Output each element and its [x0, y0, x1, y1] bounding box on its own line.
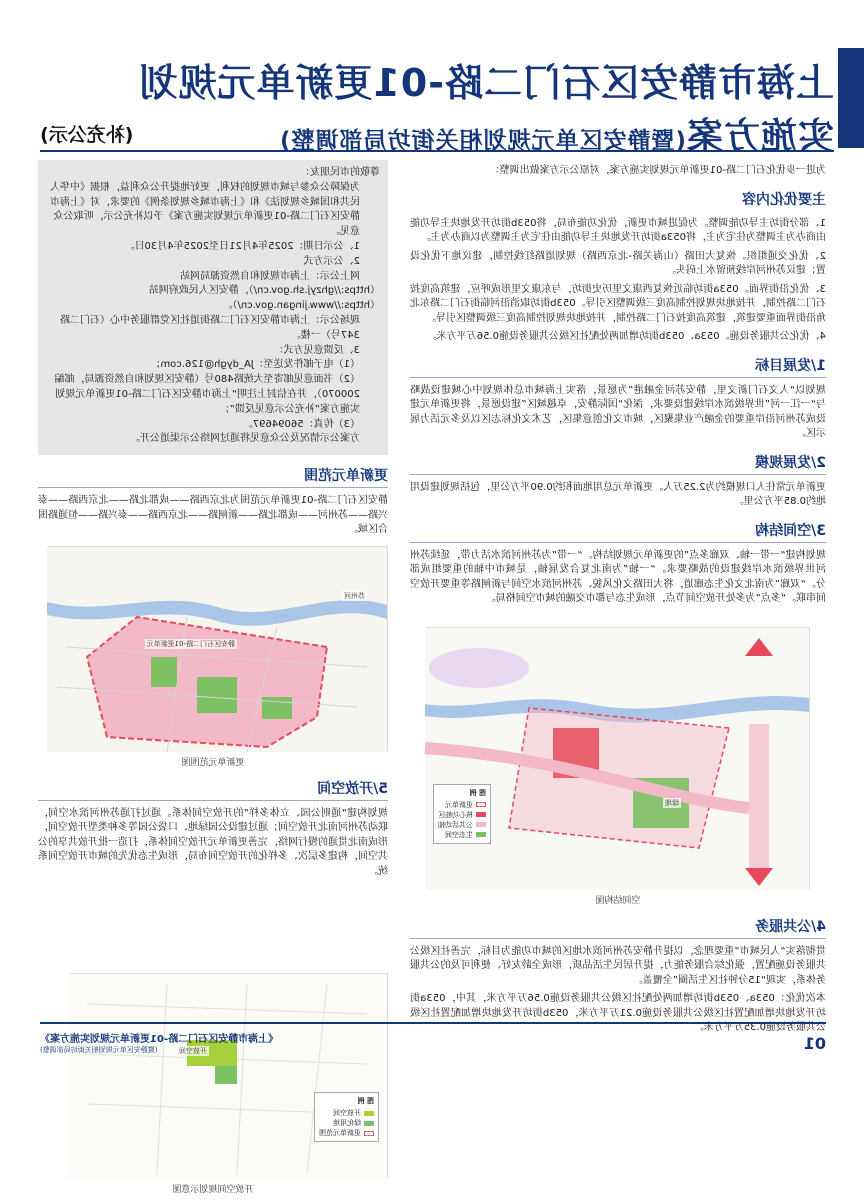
- open-space-map-label: 开放空间: [179, 1047, 207, 1056]
- notice-email[interactable]: （1）电子邮件发送至：JA_dygh@126.com；: [150, 359, 360, 371]
- structure-map-graphic: [425, 628, 809, 890]
- axis-band: [749, 724, 769, 874]
- open-legend-row-2: [319, 1118, 374, 1128]
- public-service-heading: 4/公共服务: [410, 916, 826, 939]
- notice-greeting: 尊敬的市民朋友：: [300, 167, 380, 178]
- notice-disclosure: 方案公示情况及公众意见将通过网络公示渠道公开。: [130, 433, 360, 445]
- optimization-item-3: 3、优化沿街界面。053a街坊临近恢复西康文里历史街坊，与东康文里形成呼应，建筑高度按石门二路控制，并按地块规划控制高度三级调整区引导。053b街坊取消沿河临街石门二路东北角沿街界面重要建筑，建筑高度按石门二路控制，并按地块规划控制高度三级调整区引导。: [410, 283, 826, 324]
- column-b: [410, 160, 826, 1040]
- open-space-text: 规划构建“通则公园、立体多样”的开放空间体系。通过打通苏州河滨水空间，联动苏州河南北开放空间；通过建设公园绿地、口袋公园等多种类型开放空间，形成南北贯通的慢行网络，完善更新单元开放空间体系，打造一批开放共享的公共空间，构建多层次、多样化的开放空间布局，形成生态优先的城市开放空间系统。: [38, 807, 388, 877]
- goal-heading: 1/发展目标: [410, 355, 826, 378]
- structure-heading: 3/空间结构: [410, 520, 826, 543]
- open-legend-row-1: [319, 1108, 374, 1118]
- green-block-1: [197, 677, 237, 713]
- header-divider: [40, 150, 834, 152]
- page-title: 上海市静安区石门二路-01更新单元规划: [138, 61, 834, 105]
- structure-legend-label-2: 核心功能区: [438, 810, 473, 819]
- notice-method-title: 2、公示方式: [303, 255, 360, 267]
- structure-map-caption: 空间结构图: [595, 895, 641, 906]
- scale-heading: 2/发展规模: [410, 452, 826, 475]
- footer-title: 《上海市静安区石门二路-01更新单元规划实施方案》: [40, 1034, 279, 1045]
- eco-space: [429, 648, 529, 688]
- page-number: 01: [803, 1034, 826, 1053]
- structure-green-label: 绿地: [665, 798, 679, 807]
- structure-legend-label-4: 生态空间: [445, 830, 473, 839]
- notice-url-2[interactable]: （https://www.jingan.gov.cn/）。: [222, 300, 380, 312]
- open-legend-label-1: 开放空间: [333, 1109, 361, 1118]
- structure-legend: [433, 784, 491, 844]
- notice-online: 网上公示：上海市规划和自然资源局网站: [180, 270, 360, 282]
- goal-text: 规划以“人文石门新文里，静安苏河金融港”为愿景，落实上海城市总体规划中心城建设战略与“一江一河”世界级滨水岸线建设要求，深化“国际静安，卓越城区”建设愿景，将更新单元建设成苏州河沿岸重要的金融产业集聚区，城市文化创意集区，艺术文化标志区以及多元活力展示区。: [410, 384, 826, 439]
- update-scope-text: 静安区石门二路-01更新单元范围为北京西路——成都北路——北京西路——泰兴路——苏州河——成都北路——新闸路——北京西路——泰兴路——恒通路围合区域。: [38, 495, 388, 536]
- notice-date: 1、公示日期：2025年4月21日至2025年4月30日。: [124, 240, 360, 252]
- structure-legend-row-4: [438, 830, 486, 840]
- optimization-item-4: 4、优化公共服务设施。053a、053b街坊增加两处配社区级公共服务设施0.56万平方米。: [426, 331, 826, 342]
- title-main: 实施方案: [685, 116, 834, 157]
- structure-legend-label-3: 公共活动轴: [438, 820, 473, 829]
- footer-subtitle: (暨静安区单元规划相关街坊局部调整): [40, 1046, 158, 1054]
- scope-map-caption: 更新单元范围图: [181, 757, 245, 768]
- optimization-heading: 主要优化内容: [742, 191, 826, 208]
- structure-text: 规划构建“一带一轴、双廊多点”的更新单元规划结构。“一带”为苏州河滨水活力带，延续苏州河世界级滨水岸线建设的战略要求。“一轴”为南北复合发展轴，是城市中轴的重要组成部分。“双廊”为南北文化生态廊道，将大田路文化风貌、苏州河滨水空间与新闸路等重要开放空间串联。“多点”为多处开放空间节点，形成生态与都市交融的城市空间格局。: [410, 549, 826, 604]
- optimization-item-1: 1、部分街坊主导功能调整。为促进城市更新，优化功能布局，将053b街坊开发地块主导功能由商办为主调整为住宅为主，将053a街坊开发地块主导功能由住宅为主调整为以商办为主。: [410, 217, 826, 243]
- scope-river-label: 苏州河: [344, 591, 365, 600]
- open-legend-title: 图 例: [357, 1097, 374, 1106]
- green-block-2: [151, 657, 177, 687]
- structure-legend-row-1: [438, 800, 486, 810]
- structure-legend-row-2: [438, 810, 486, 820]
- open-space-map: [70, 973, 388, 1178]
- open-space-map-graphic: [69, 974, 387, 1179]
- green-block-3: [262, 697, 292, 719]
- intro-lead: 为进一步优化石门二路-01更新单元规划实施方案，对原公示方案做出调整：: [489, 165, 826, 176]
- open-space-caption: 开放空间规划示意图: [172, 1185, 254, 1196]
- notice-mail: （2）书面意见邮寄至大统路480号（静安区规划和自然资源局，邮编200070），并在信封上注明“上海市静安区石门二路-01更新单元规划实施方案”补充公示意见反馈”；: [54, 374, 360, 415]
- supplementary-notice-tag: (补充公示): [40, 124, 134, 146]
- public-service-text-1: 贯彻落实“人民城市”重要理念，以提升静安苏州河滨水地区的城市功能为目标，完善社区级公共服务设施配置，强化综合服务能力，提升居民生活品质，形成全龄友好、便利可及的公共服务体系，实现“15分钟社区生活圈”全覆盖。: [410, 945, 826, 986]
- title-accent-bar: [838, 48, 864, 148]
- structure-legend-label-1: 更新单元: [445, 800, 473, 809]
- open-legend-label-3: 更新单元范围: [319, 1129, 361, 1138]
- optimization-item-2: 2、优化交通组织。恢复大田路（山海关路-北京西路）规划道路红线控制，建议地下优化设置；建议苏州河岸线预留水上码头。: [410, 250, 826, 276]
- update-scope-heading: 更新单元范围: [38, 465, 388, 488]
- open-legend-label-2: 绿化用地: [333, 1119, 361, 1128]
- public-service-text-2: 本次优化：053a、053b街坊增加两处配社区级公共服务设施0.56万平方米，其中，053a街坊开发地块增加配置社区级公共服务设施0.21万平方米，053b街坊开发地块增加配置社区级公共服务设施0.35万平方米。: [410, 993, 826, 1033]
- page-subtitle: (暨静安区单元规划相关街坊局部调整): [278, 128, 686, 154]
- notice-intro: 为保障公众参与城市规划的权利，更好地提升公众利益，根据《中华人民共和国城乡规划法》和《上海市城乡规划条例》的要求，对《上海市静安区石门二路-01更新单元规划实施方案》予以补充公示，听取公众意见。: [50, 181, 360, 238]
- page-footer: [40, 1022, 826, 1070]
- notice-onsite: 现场公示：上海市静安区石门二路街道社区党群服务中心（石门二路347号）一楼。: [60, 314, 360, 341]
- notice-feedback-title: 3、反馈意见方式：: [273, 344, 360, 356]
- open-space-heading: 5/开放空间: [38, 778, 388, 801]
- open-legend-row-3: [319, 1128, 374, 1138]
- notice-url-1[interactable]: （https://ghzyj.sh.gov.cn/），静安区人民政府网站: [148, 285, 380, 297]
- spatial-structure-map: [426, 627, 810, 889]
- scope-area-label: 静安区石门二路-01更新单元: [146, 639, 235, 648]
- scale-text: 更新单元常住人口规模约为2.25万人。更新单元总用地面积约0.90平方公里，包括规划建设用地约0.85平方公里。: [410, 481, 826, 507]
- notice-box: [38, 160, 388, 455]
- structure-legend-title: 图 例: [469, 788, 486, 797]
- notice-fax: （3）传真：56094697。: [242, 418, 360, 430]
- update-scope-map: [48, 546, 388, 751]
- scope-map-graphic: [47, 547, 387, 752]
- open-space-legend: [314, 1092, 379, 1142]
- structure-legend-row-3: [438, 820, 486, 830]
